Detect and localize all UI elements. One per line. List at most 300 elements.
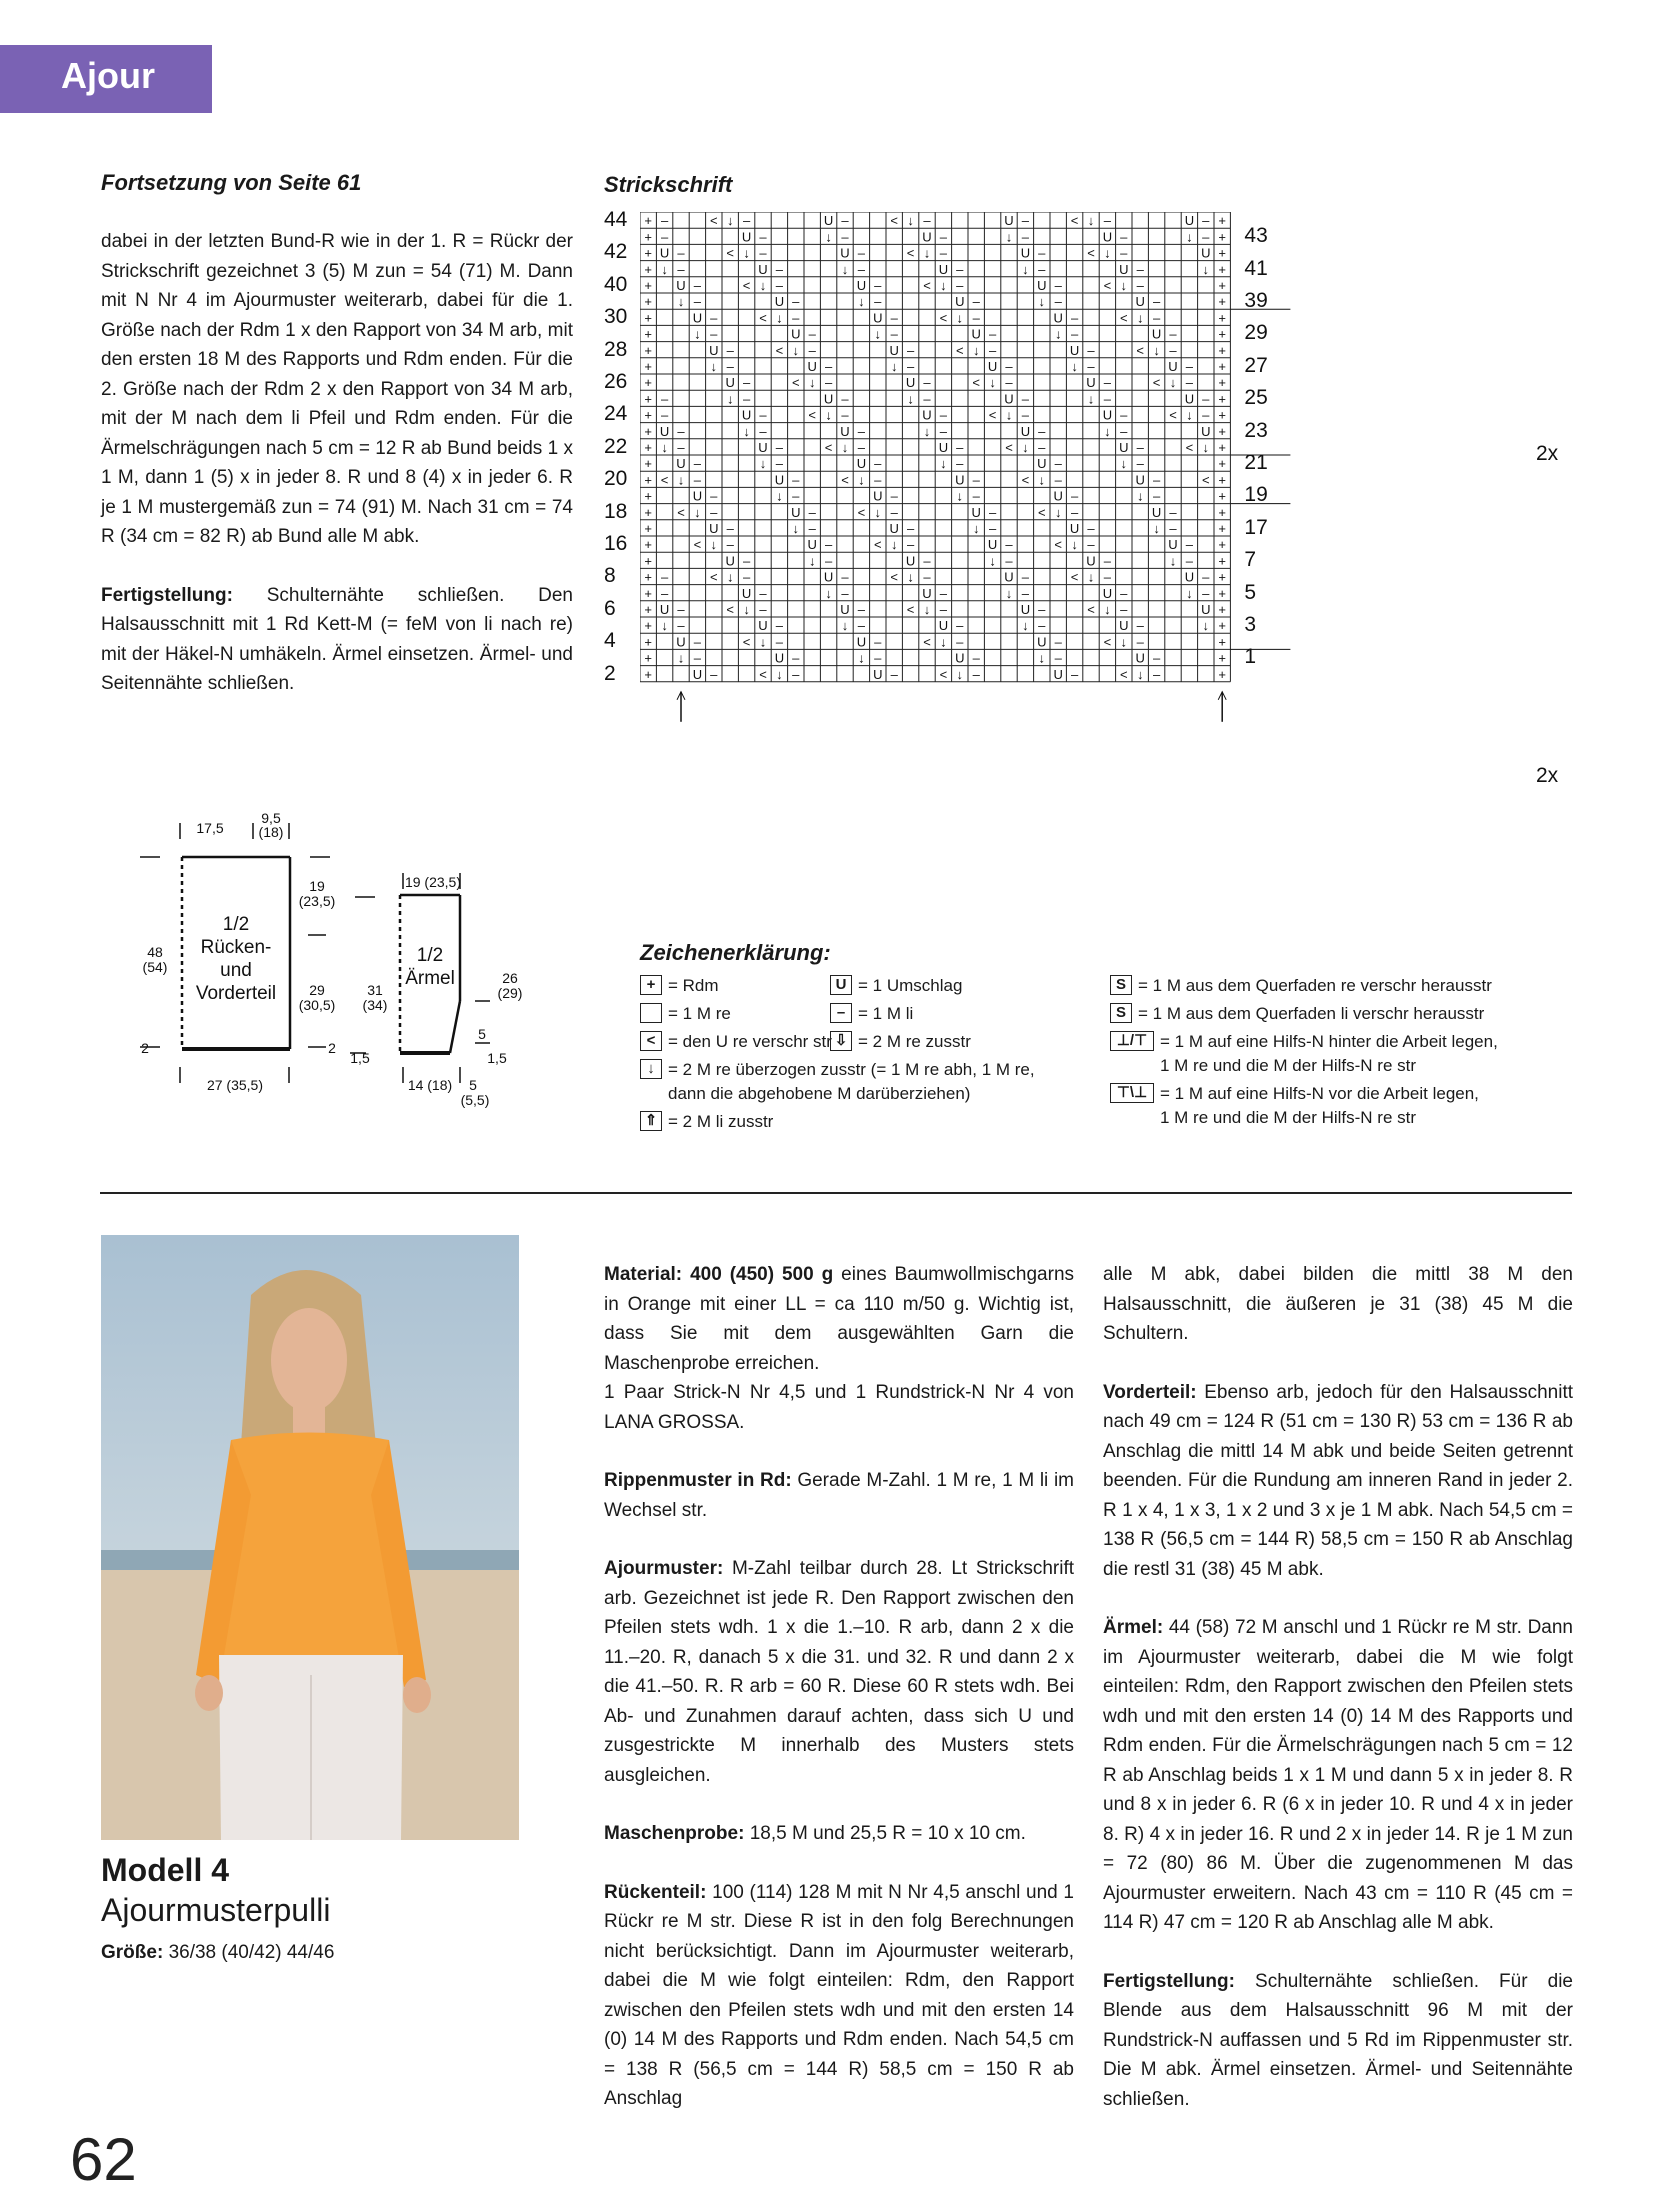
chart-symbol: U — [1020, 245, 1031, 261]
chart-symbol: – — [726, 359, 734, 374]
chart-symbol: – — [1136, 278, 1144, 293]
chart-symbol: + — [644, 294, 652, 310]
chart-symbol: ↓ — [989, 375, 996, 391]
chart-symbol: + — [644, 650, 652, 666]
chart-symbol: ↓ — [1136, 310, 1144, 326]
chart-symbol: + — [1218, 326, 1226, 342]
legend-item-k2tog — [830, 1031, 971, 1053]
legend-symbol: < — [640, 1031, 662, 1051]
chart-symbol: – — [972, 294, 980, 310]
chart-symbol: + — [1218, 472, 1226, 488]
chart-symbol: ↓ — [1022, 618, 1029, 634]
chart-symbol: – — [874, 634, 882, 650]
row-number-right: 3 — [1244, 613, 1257, 636]
chart-symbol: < — [710, 213, 718, 229]
chart-symbol: – — [956, 261, 964, 277]
chart-symbol: – — [857, 440, 866, 455]
chart-symbol: U — [1037, 634, 1047, 650]
chart-symbol: < — [1136, 342, 1144, 358]
chart-symbol: U — [709, 342, 719, 358]
chart-symbol: – — [1152, 650, 1161, 666]
continuation-finishing — [101, 581, 573, 699]
chart-symbol: ↓ — [890, 537, 898, 553]
chart-symbol: < — [792, 375, 800, 391]
chart-symbol: U — [938, 618, 949, 634]
dim-armhole-2: (30,5) — [298, 997, 336, 1013]
chart-symbol: – — [808, 342, 816, 358]
chart-symbol: – — [1152, 666, 1161, 682]
row-number-left: 40 — [604, 272, 628, 296]
chart-symbol: – — [792, 650, 800, 666]
legend-symbol: ⇑ — [640, 1111, 662, 1131]
chart-symbol: + — [1218, 650, 1226, 666]
chart-symbol: < — [1054, 537, 1062, 553]
chart-symbol: – — [906, 537, 915, 553]
chart-symbol: ↓ — [1087, 569, 1095, 585]
chart-symbol: U — [709, 521, 719, 536]
chart-symbol: – — [906, 359, 915, 374]
chart-symbol: + — [644, 504, 652, 520]
chart-symbol: – — [1038, 423, 1046, 439]
chart-symbol: – — [1185, 537, 1194, 553]
chart-symbol: + — [644, 245, 652, 261]
chart-symbol: ↓ — [940, 634, 947, 650]
dim-sleeve-len-2: (34) — [362, 997, 388, 1013]
row-number-left: 42 — [604, 240, 628, 264]
chart-symbol: U — [725, 553, 735, 569]
chart-symbol: < — [808, 407, 816, 423]
chart-symbol: ↓ — [956, 666, 964, 682]
chart-symbol: ↓ — [858, 472, 865, 488]
chart-symbol: – — [956, 278, 964, 293]
chart-symbol: + — [1218, 569, 1226, 585]
chart-symbol: ↓ — [841, 261, 849, 277]
chart-symbol: U — [659, 245, 670, 261]
legend-item-rdm — [640, 975, 719, 997]
chart-symbol: U — [741, 229, 752, 245]
chart-symbol: ↓ — [1186, 407, 1193, 423]
chart-symbol: – — [841, 569, 849, 585]
legend-item-purl — [830, 1003, 913, 1025]
chart-symbol: + — [1218, 553, 1226, 569]
chart-symbol: – — [1070, 310, 1079, 326]
model-title: Modell 4 — [101, 1852, 230, 1888]
chart-symbol: – — [956, 456, 964, 472]
chart-symbol: – — [710, 326, 718, 342]
chart-symbol: U — [1102, 407, 1113, 423]
legend-text: = 1 Umschlag — [858, 976, 963, 995]
row-number-left: 30 — [604, 305, 628, 329]
chart-symbol: + — [1218, 456, 1226, 472]
chart-symbol: – — [890, 504, 898, 520]
chart-symbol: + — [1218, 440, 1226, 455]
chart-symbol: ↓ — [858, 294, 865, 310]
back-label: Rückenteil: — [604, 1881, 707, 1903]
chart-symbol: – — [923, 553, 931, 569]
chart-symbol: U — [823, 213, 834, 229]
chart-symbol: < — [1087, 245, 1095, 261]
legend — [640, 975, 1590, 1145]
chart-symbol: U — [807, 537, 817, 553]
row-number-left: 22 — [604, 434, 628, 458]
chart-symbol: – — [857, 423, 866, 439]
chart-symbol: < — [1070, 213, 1079, 229]
chart-symbol: U — [725, 375, 735, 391]
chart-symbol: – — [1152, 488, 1161, 504]
chart-symbol: U — [1119, 618, 1129, 634]
chart-symbol: ↓ — [956, 488, 964, 504]
chart-symbol: < — [742, 634, 751, 650]
chart-symbol: + — [644, 602, 652, 617]
chart-symbol: < — [939, 666, 948, 682]
chart-symbol: ↓ — [1136, 488, 1144, 504]
chart-heading: Strickschrift — [604, 172, 733, 197]
chart-symbol: < — [742, 278, 751, 293]
row-number-right: 21 — [1244, 451, 1268, 474]
chart-symbol: – — [775, 456, 784, 472]
chart-symbol: U — [938, 261, 949, 277]
chart-symbol: – — [988, 342, 997, 358]
chart-symbol: U — [840, 245, 850, 261]
dim-top-left: 17,5 — [196, 820, 224, 836]
row-number-right: 17 — [1244, 515, 1268, 539]
chart-symbol: – — [1202, 391, 1210, 407]
rib-paragraph — [604, 1466, 1074, 1525]
chart-symbol: – — [824, 553, 833, 569]
dim-sleeve-top: 19 (23,5) — [404, 874, 462, 890]
chart-symbol: U — [774, 650, 785, 666]
chart-symbol: ↓ — [1104, 245, 1111, 261]
chart-symbol: – — [742, 213, 751, 229]
chart-symbol: + — [1218, 342, 1226, 358]
chart-symbol: – — [693, 634, 702, 650]
legend-text: = Rdm — [668, 976, 719, 995]
chart-symbol: ↓ — [923, 423, 931, 439]
chart-symbol: – — [1202, 407, 1210, 423]
chart-symbol: – — [1087, 537, 1095, 553]
chart-symbol: – — [1120, 407, 1128, 423]
legend-symbol: U — [830, 975, 852, 995]
chart-symbol: U — [823, 391, 834, 407]
chart-symbol: ↓ — [1202, 261, 1210, 277]
row-number-left: 4 — [604, 629, 616, 653]
chart-symbol: – — [1021, 585, 1030, 601]
chart-symbol: < — [1005, 440, 1013, 455]
chart-symbol: U — [1053, 666, 1063, 682]
chart-symbol: – — [890, 666, 898, 682]
legend-text: 1 M re und die M der Hilfs-N re str — [1160, 1108, 1417, 1127]
chart-symbol: ↓ — [1104, 602, 1111, 617]
legend-text: = 1 M aus dem Querfaden re verschr herausstr — [1138, 976, 1492, 995]
chart-symbol: U — [840, 423, 850, 439]
chart-symbol: ↓ — [694, 504, 701, 520]
chart-symbol: ↓ — [808, 553, 816, 569]
chart-symbol: – — [1152, 294, 1161, 310]
chart-symbol: – — [759, 245, 767, 261]
chart-symbol: U — [955, 294, 965, 310]
chart-symbol: – — [1169, 504, 1177, 520]
chart-symbol: ↓ — [907, 213, 914, 229]
chart-symbol: U — [1184, 213, 1195, 229]
chart-symbol: ↓ — [1005, 585, 1013, 601]
chart-symbol: < — [906, 602, 915, 617]
chart-symbol: – — [1005, 553, 1013, 569]
chart-symbol: U — [791, 326, 801, 342]
chart-symbol: < — [874, 537, 882, 553]
chart-symbol: – — [1087, 342, 1095, 358]
chart-symbol: U — [1020, 423, 1031, 439]
chart-symbol: U — [1201, 245, 1211, 261]
chart-symbol: U — [922, 407, 932, 423]
dim-sleeve-cuff: 1,5 — [350, 1050, 370, 1066]
body-label-1: 1/2 — [222, 914, 250, 935]
chart-symbol: + — [1218, 585, 1226, 601]
material-text: eines Baumwollmischgarns in Orange mit einer LL = ca 110 m/50 g. Wichtig ist, dass Sie mit dem ausgewählten Garn die Maschenprobe erreichen. — [604, 1264, 1075, 1374]
chart-symbol: U — [1135, 294, 1145, 310]
chart-symbol: – — [1103, 391, 1112, 407]
schematic-diagram — [130, 805, 560, 1120]
chart-symbol: < — [1185, 440, 1194, 455]
legend-item-m1-purl — [1110, 1003, 1484, 1025]
chart-symbol: – — [759, 407, 767, 423]
chart-symbol: U — [1037, 278, 1047, 293]
chart-symbol: U — [1053, 310, 1063, 326]
chart-symbol: U — [1069, 521, 1080, 536]
chart-symbol: – — [710, 504, 718, 520]
chart-symbol: U — [905, 553, 916, 569]
chart-symbol: U — [1201, 423, 1211, 439]
sleeve-label: Ärmel: — [1103, 1617, 1164, 1638]
chart-symbol: – — [726, 537, 734, 553]
chart-symbol: U — [1102, 229, 1113, 245]
chart-symbol: + — [1218, 504, 1226, 520]
chart-symbol: + — [1218, 666, 1226, 682]
chart-symbol: – — [1202, 585, 1210, 601]
chart-symbol: – — [1136, 261, 1144, 277]
chart-symbol: U — [856, 278, 867, 293]
chart-symbol: ↓ — [972, 521, 980, 536]
chart-symbol: – — [824, 359, 833, 374]
chart-symbol: U — [873, 488, 883, 504]
chart-symbol: < — [923, 634, 931, 650]
instructions-column-1 — [604, 1260, 1074, 2143]
chart-symbol: ↓ — [1054, 504, 1062, 520]
size-label: Größe: — [101, 1942, 164, 1963]
section-tag — [0, 45, 212, 113]
dim-top-neck: 9,5 — [261, 810, 281, 826]
legend-heading: Zeichenerklärung: — [640, 940, 831, 965]
chart-symbol: U — [938, 440, 949, 455]
chart-symbol: ↓ — [940, 456, 947, 472]
chart-symbol: – — [857, 602, 866, 617]
chart-symbol: – — [775, 261, 784, 277]
chart-symbol: U — [1168, 537, 1178, 553]
chart-symbol: – — [890, 310, 898, 326]
rib-text: Gerade M-Zahl. 1 M re, 1 M li im Wechsel str. — [604, 1470, 1074, 1521]
legend-text: = 1 M aus dem Querfaden li verschr herausstr — [1138, 1004, 1485, 1023]
finish-label: Fertigstellung: — [1103, 1970, 1235, 1992]
legend-text: dann die abgehobene M darüberziehen) — [668, 1084, 971, 1103]
chart-symbol: ↓ — [1054, 326, 1062, 342]
chart-symbol: – — [972, 650, 980, 666]
chart-symbol: ↓ — [1120, 456, 1128, 472]
chart-symbol: + — [644, 618, 652, 634]
chart-symbol: + — [644, 326, 652, 342]
chart-symbol: ↓ — [677, 472, 685, 488]
chart-symbol: – — [923, 375, 931, 391]
chart-symbol: – — [923, 213, 931, 229]
chart-symbol: ↓ — [989, 553, 996, 569]
chart-symbol: + — [644, 278, 652, 293]
body-label-2: Rücken- — [200, 937, 272, 958]
material-label: Material: — [604, 1264, 683, 1285]
ajour-label: Ajourmuster: — [604, 1558, 724, 1579]
finish-text: Schulternähte schließen. Für die Blende aus dem Halsausschnitt 96 M mit der Rundstrick-N auffassen und 5 Rd im Rippenmuster str. Die M abk. Ärmel einsetzen. Ärmel- und Seitennähte schließen. — [1103, 1970, 1573, 2110]
legend-text: = 2 M re zusstr — [858, 1032, 971, 1051]
chart-symbol: – — [874, 456, 882, 472]
legend-item-cable-front-cont — [1160, 1107, 1416, 1129]
chart-symbol: < — [857, 504, 866, 520]
chart-symbol: + — [644, 229, 652, 245]
chart-symbol: – — [972, 310, 980, 326]
chart-symbol: < — [906, 245, 915, 261]
chart-symbol: – — [939, 585, 948, 601]
legend-item-ssk — [640, 1059, 1035, 1081]
chart-symbol: U — [659, 423, 670, 439]
chart-symbol: U — [692, 666, 703, 682]
chart-symbol: ↓ — [1202, 440, 1210, 455]
chart-symbol: U — [676, 278, 686, 293]
chart-symbol: < — [710, 569, 718, 585]
chart-symbol: U — [922, 585, 932, 601]
chart-symbol: – — [890, 326, 898, 342]
front-text: Ebenso arb, jedoch für den Halsausschnitt nach 49 cm = 124 R (51 cm = 130 R) 53 cm = 136 R ab Anschlag die mittl 14 M abk und beide Seiten getrennt beenden. Für die Rundung am inneren Rand in jeder 2. R 1 x 4, 1 x 3, 1 x 2 und 3 x je 1 M abk. Nach 54,5 cm = 138 R (56,5 cm = 144 R) 58,5 cm = 150 R ab Anschlag die restl 31 (38) 45 M abk. — [1103, 1381, 1573, 1580]
chart-symbol: U — [1086, 553, 1096, 569]
chart-symbol: – — [1185, 359, 1194, 374]
legend-item-yo — [830, 975, 962, 997]
chart-symbol: – — [1070, 488, 1079, 504]
dim-sleeve-cuff-right: 1,5 — [487, 1050, 507, 1066]
chart-symbol: – — [1103, 553, 1112, 569]
chart-symbol: U — [807, 359, 817, 374]
chart-symbol: – — [890, 488, 898, 504]
chart-symbol: – — [1152, 310, 1161, 326]
chart-symbol: ↓ — [792, 342, 800, 358]
chart-symbol: – — [693, 456, 702, 472]
chart-symbol: – — [956, 440, 964, 455]
chart-symbol: < — [1120, 666, 1128, 682]
front-paragraph — [1103, 1378, 1573, 1585]
chart-symbol: ↓ — [1104, 423, 1111, 439]
chart-symbol: ↓ — [1071, 537, 1078, 553]
legend-item-m1-knit — [1110, 975, 1492, 997]
chart-symbol: < — [988, 407, 997, 423]
chart-symbol: + — [1218, 229, 1226, 245]
legend-symbol: ⊥/⊤ — [1110, 1031, 1154, 1051]
chart-symbol: + — [644, 537, 652, 553]
chart-symbol: ↓ — [710, 537, 718, 553]
chart-symbol: U — [1004, 391, 1014, 407]
chart-symbol: U — [1086, 375, 1096, 391]
chart-symbol: ↓ — [858, 650, 865, 666]
chart-symbol: < — [1070, 569, 1079, 585]
chart-symbol: – — [939, 602, 948, 617]
row-number-right: 29 — [1244, 321, 1268, 345]
chart-symbol: + — [644, 553, 652, 569]
chart-symbol: – — [660, 213, 669, 229]
dim-sleeve-bottom: 14 (18) — [407, 1077, 453, 1093]
chart-symbol: – — [1120, 585, 1128, 601]
chart-symbol: – — [1021, 407, 1030, 423]
row-number-left: 8 — [604, 564, 616, 588]
chart-symbol: ↓ — [1169, 375, 1177, 391]
chart-symbol: – — [808, 521, 816, 536]
chart-symbol: – — [792, 488, 800, 504]
chart-symbol: U — [856, 456, 867, 472]
page-number: 62 — [70, 2126, 137, 2193]
legend-symbol — [640, 1003, 662, 1023]
dim-bottom: 27 (35,5) — [206, 1077, 264, 1093]
chart-symbol: + — [644, 407, 652, 423]
chart-symbol: + — [644, 521, 652, 536]
legend-text: = 1 M li — [858, 1004, 914, 1023]
chart-symbol: U — [676, 634, 686, 650]
legend-symbol: ⊤\⊥ — [1110, 1083, 1154, 1103]
chart-symbol: U — [1151, 504, 1162, 520]
repeat-label-top: 2x — [1536, 442, 1559, 465]
chart-symbol: ↓ — [759, 634, 767, 650]
row-number-left: 20 — [604, 467, 628, 491]
chart-symbol: – — [841, 407, 849, 423]
finishing-text: Schulternähte schließen. Den Halsausschnitt mit 1 Rd Kett-M (= feM von li nach re) mit der Häkel-N umhäkeln. Ärmel einsetzen. Ärmel- und Seitennähte schließen. — [101, 584, 573, 694]
chart-symbol: U — [856, 634, 867, 650]
legend-text: = den U re verschr str — [668, 1032, 832, 1051]
chart-symbol: – — [939, 229, 948, 245]
legend-text: 1 M re und die M der Hilfs-N re str — [1160, 1056, 1417, 1075]
chart-symbol: + — [1218, 213, 1226, 229]
sleeve-paragraph — [1103, 1613, 1573, 1938]
chart-symbol: – — [677, 261, 685, 277]
row-number-left: 24 — [604, 402, 628, 426]
chart-symbol: U — [987, 537, 998, 553]
chart-symbol: – — [1005, 537, 1013, 553]
legend-item-p2tog — [640, 1111, 773, 1133]
chart-symbol: < — [1169, 407, 1177, 423]
row-number-right: 23 — [1244, 418, 1268, 442]
chart-symbol: ↓ — [1038, 294, 1046, 310]
dim-rib-right: 2 — [328, 1040, 336, 1056]
chart-symbol: ↓ — [874, 504, 882, 520]
chart-symbol: – — [792, 666, 800, 682]
back-paragraph — [604, 1878, 1074, 2114]
chart-symbol: ↓ — [923, 602, 931, 617]
chart-symbol: – — [759, 602, 767, 617]
chart-symbol: U — [1069, 342, 1080, 358]
chart-symbol: – — [923, 569, 931, 585]
row-number-right: 1 — [1244, 645, 1257, 669]
finishing-label: Fertigstellung: — [101, 584, 233, 606]
chart-symbol: – — [857, 618, 866, 634]
chart-symbol: + — [1218, 294, 1226, 310]
chart-symbol: ↓ — [1120, 634, 1128, 650]
chart-symbol: + — [1218, 521, 1226, 536]
chart-symbol: ↓ — [956, 310, 964, 326]
chart-symbol: – — [841, 213, 849, 229]
chart-symbol: – — [742, 391, 751, 407]
row-number-right: 39 — [1244, 289, 1268, 312]
chart-symbol: + — [644, 569, 652, 585]
chart-symbol: + — [1218, 375, 1226, 391]
